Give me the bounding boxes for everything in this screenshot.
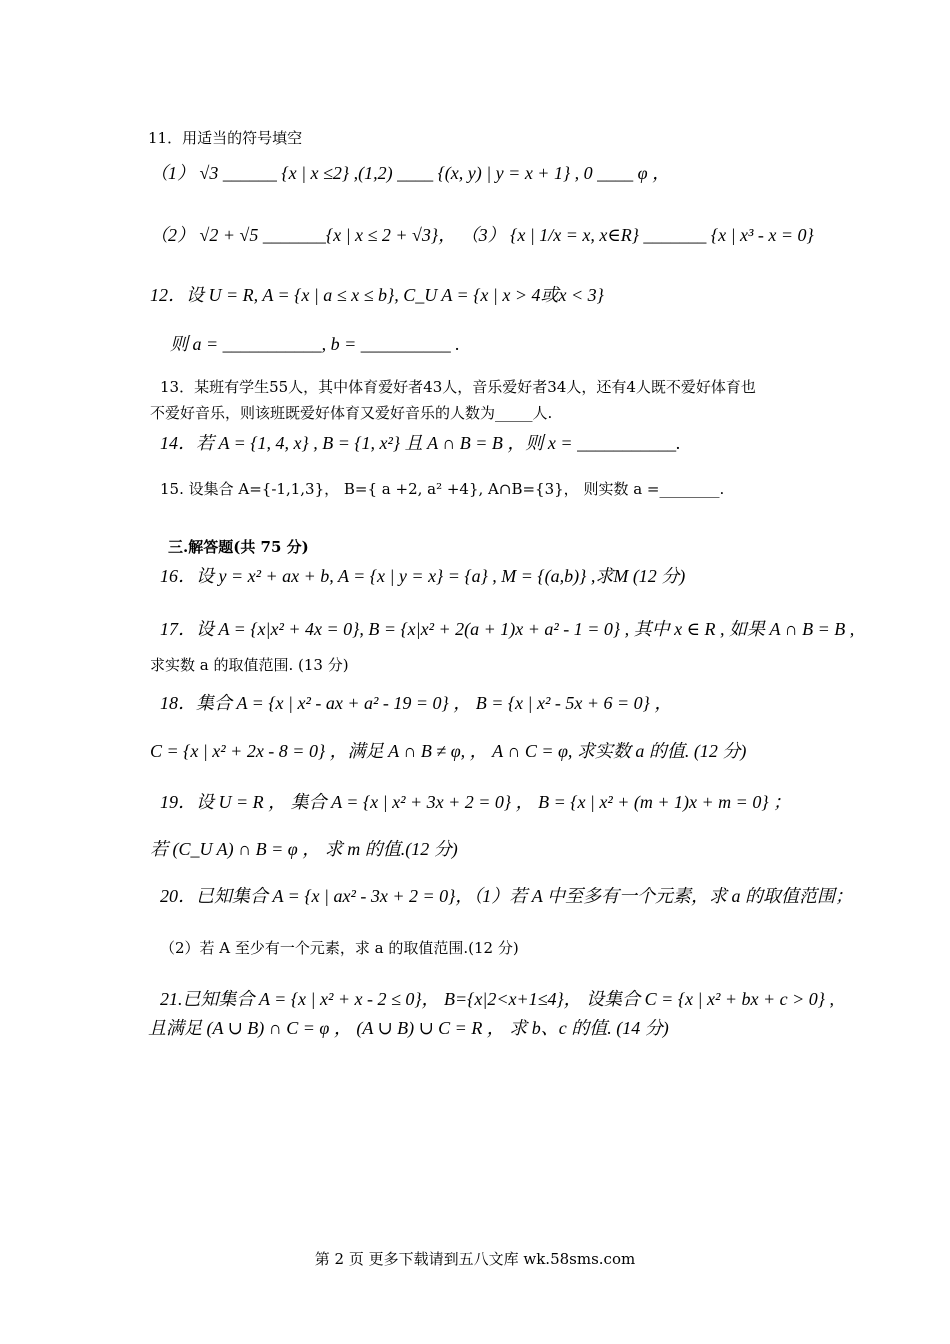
question-20-line-2: （2）若 A 至少有一个元素，求 a 的取值范围.(12 分): [160, 939, 519, 957]
question-11-title: 11．用适当的符号填空: [148, 129, 303, 147]
question-21-line-1: 21.已知集合 A = {x | x² + x - 2 ≤ 0}， B={x|2<x+1≤4}， 设集合 C = {x | x² + bx + c > 0} ,: [160, 989, 834, 1009]
question-12-answer: 则 a = ___________, b = __________ .: [170, 334, 460, 354]
question-12: 12．设 U = R, A = {x | a ≤ x ≤ b}, C_U A = {x | x > 4或x < 3}: [150, 285, 604, 305]
page-footer: 第 2 页 更多下载请到五八文库 wk.58sms.com: [314, 1250, 636, 1268]
question-20-line-1: 20．已知集合 A = {x | ax² - 3x + 2 = 0}，（1）若 A 中至多有一个元素，求 a 的取值范围；: [160, 886, 853, 906]
question-18-line-2: C = {x | x² + 2x - 8 = 0} ，满足 A ∩ B ≠ φ, ， A ∩ C = φ, 求实数 a 的值. (12 分): [150, 741, 747, 761]
section-3-heading: 三.解答题(共 75 分): [168, 538, 309, 556]
question-17-line-2: 求实数 a 的取值范围. (13 分): [150, 656, 349, 674]
question-13-line-2: 不爱好音乐，则该班既爱好体育又爱好音乐的人数为_____人.: [150, 404, 553, 422]
question-14: 14．若 A = {1, 4, x} , B = {1, x²} 且 A ∩ B = B ，则 x = ___________.: [160, 433, 681, 453]
question-21-line-2: 且满足 (A ∪ B) ∩ C = φ ， (A ∪ B) ∪ C = R ， 求 b、c 的值. (14 分): [148, 1018, 669, 1038]
question-11-part-1: （1） √3 ______ {x | x ≤2} ,(1,2) ____ {(x, y) | y = x + 1} , 0 ____ φ ，: [150, 163, 671, 183]
question-13-line-1: 13．某班有学生55人，其中体育爱好者43人，音乐爱好者34人，还有4人既不爱好体育也: [160, 378, 756, 396]
question-19-line-1: 19．设 U = R ， 集合 A = {x | x² + 3x + 2 = 0} ， B = {x | x² + (m + 1)x + m = 0} ；: [160, 792, 792, 812]
question-15: 15. 设集合 A={-1,1,3}， B={ a +2, a² +4}, A∩B={3}， 则实数 a =________.: [160, 480, 725, 498]
question-17-line-1: 17．设 A = {x|x² + 4x = 0}, B = {x|x² + 2(a + 1)x + a² - 1 = 0} , 其中 x ∈ R , 如果 A ∩ B = B ,: [160, 619, 855, 639]
question-11-part-2-3: （2） √2 + √5 _______{x | x ≤ 2 + √3}， （3） {x | 1/x = x, x∈R} _______ {x | x³ - x = 0}: [150, 225, 814, 245]
question-19-line-2: 若 (C_U A) ∩ B = φ ， 求 m 的值.(12 分): [150, 839, 458, 859]
question-18-line-1: 18．集合 A = {x | x² - ax + a² - 19 = 0} ， B = {x | x² - 5x + 6 = 0} ，: [160, 693, 673, 713]
question-16: 16．设 y = x² + ax + b, A = {x | y = x} = {a} , M = {(a,b)} ,求M (12 分): [160, 566, 686, 586]
